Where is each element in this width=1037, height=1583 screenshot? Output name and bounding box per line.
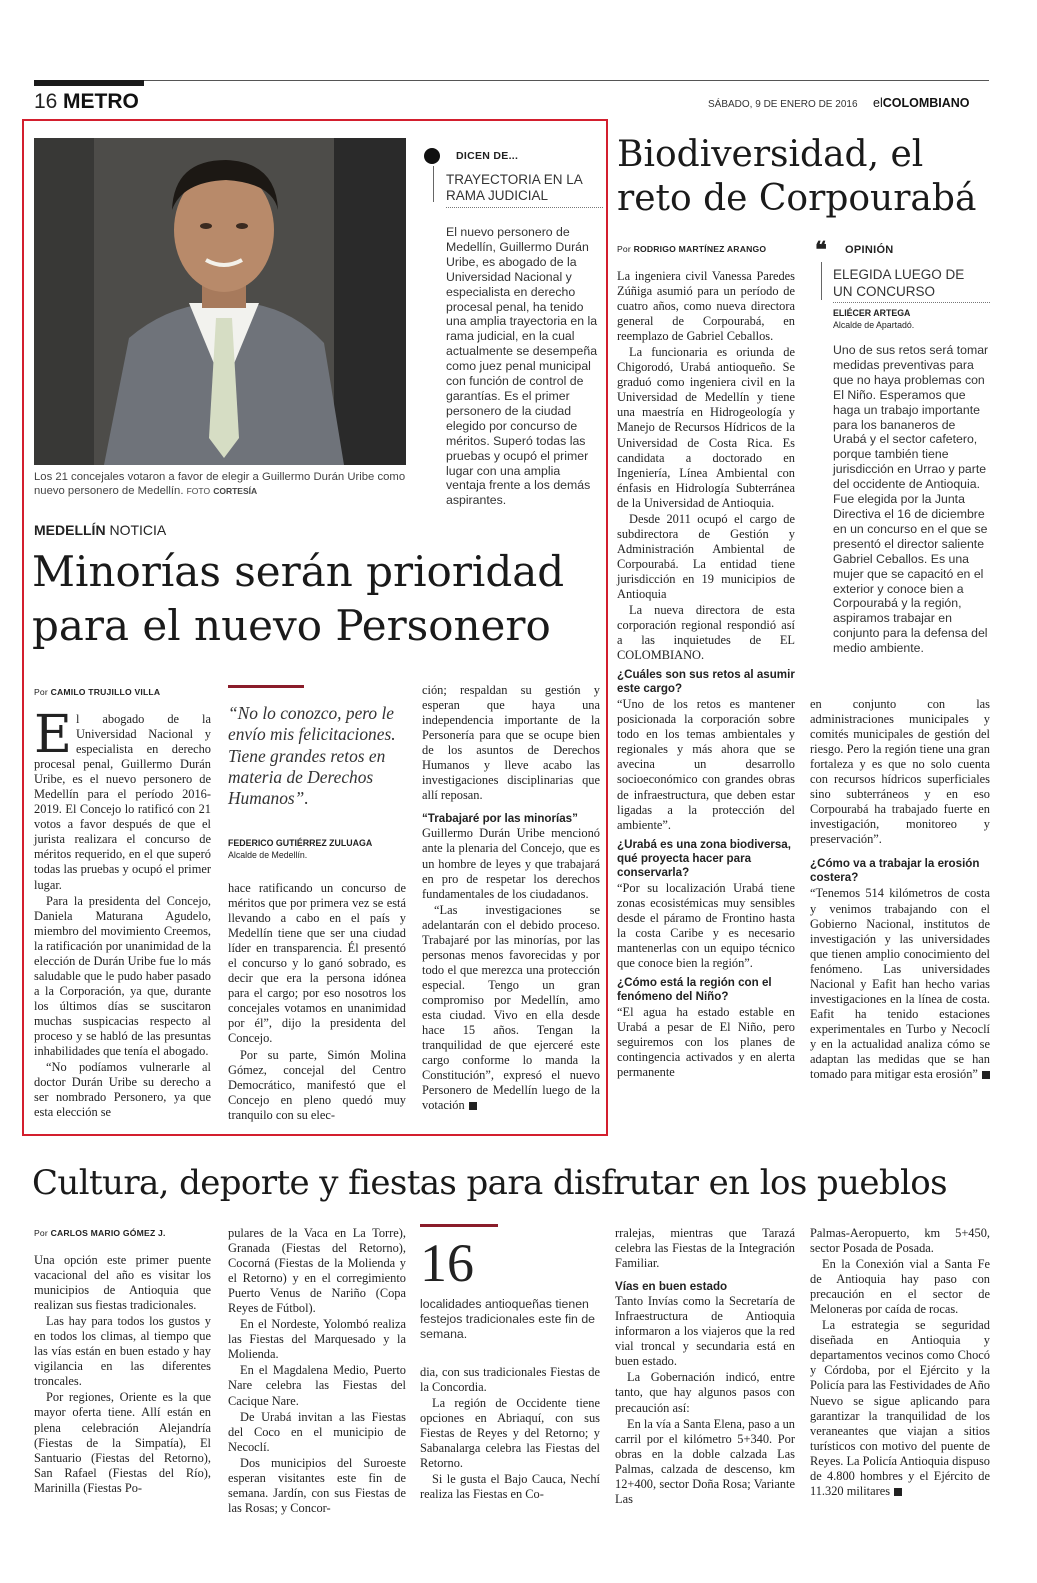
brand-name: COLOMBIANO bbox=[882, 96, 970, 110]
header-top-rule bbox=[34, 80, 989, 81]
cultura-column-1 bbox=[34, 1253, 211, 1497]
corpouraba-column-2 bbox=[810, 697, 990, 1083]
sidebar-title: TRAYECTORIA EN LA RAMA JUDICIAL bbox=[446, 172, 583, 203]
brand-prefix: el bbox=[873, 96, 883, 110]
quote-role: Alcalde de Medellín. bbox=[228, 850, 308, 860]
stat-number: 16 bbox=[420, 1233, 474, 1293]
opinion-label: OPINIÓN bbox=[845, 244, 894, 256]
byline bbox=[34, 687, 160, 697]
paragraph: La Gobernación indicó, entre tanto, que hay algunos pasos con precaución así: bbox=[615, 1370, 795, 1415]
paragraph: Guillermo Durán Uribe mencionó ante la plenaria del Concejo, que es un hombre de leyes y que trabajará en pro de respetar los derechos fundamentales de los ciudadanos. bbox=[422, 826, 600, 901]
paragraph: En la vía a Santa Elena, paso a un carril por el kilómetro 5+340. Por obras en la doble calzada Las Palmas, calzada de descenso, km 12+400, sector Doña Rosa; Variante Las bbox=[615, 1416, 795, 1506]
drop-cap: E bbox=[34, 705, 72, 765]
pull-quote: “No lo conozco, pero le envío mis felicitaciones. Tiene grandes retos en materia de Derechos Humanos”. bbox=[228, 703, 396, 809]
end-mark-icon bbox=[894, 1488, 902, 1496]
sidebar-text: El nuevo personero de Medellín, Guillermo Durán Uribe, es abogado de la Universidad Nacional y especialista en derecho procesal penal, ha tenido una amplia trayectoria en la rama judicial, en la cual actualmente se desempeña como juez penal municipal con función de control de garantías. Es el primer personero de la ciudad elegido por concurso de méritos. Superó todas las pruebas y ocupó el primer lugar con una amplia ventaja frente a los demás aspirantes. bbox=[446, 225, 598, 508]
interview-question: ¿Cómo va a trabajar la erosión costera? bbox=[810, 857, 980, 885]
paragraph: De Urabá invitan a las Fiestas del Coco en el municipio de Necoclí. bbox=[228, 1409, 406, 1454]
paragraph bbox=[422, 903, 600, 1114]
sidebar-divider bbox=[446, 207, 603, 208]
cultura-headline: Cultura, deporte y fiestas para disfrutar en los pueblos bbox=[32, 1163, 948, 1203]
speech-bubble-icon bbox=[424, 148, 440, 164]
paragraph-text: La estrategia se seguridad diseñada en Antioquia y departamentos vecinos como Chocó y Córdoba, por el Ejército y la Policía para las Festividades de Año Nuevo se sigue aplicando para garantizar la tranquilidad de los veraneantes que viajan a sitios turísticos con motivo del puente de Reyes. La Policía Antioquia dispuso de 4.800 hombres y el Ejército de 11.320 militares bbox=[810, 1318, 990, 1498]
paragraph: “No podíamos vulnerarle al doctor Durán Uribe su derecho a ser nombrado Personero, ya que esta elección se bbox=[34, 1060, 211, 1120]
paragraph: Por su parte, Simón Molina Gómez, concejal del Centro Democrático, manifestó que el Concejo en pleno quedó muy tranquilo con su elec- bbox=[228, 1047, 406, 1122]
byline-por: Por bbox=[617, 244, 631, 254]
paragraph: en conjunto con las administraciones municipales y comités municipales de gestión del riesgo. Pero la región tiene una gran fortaleza y es que no solo cuenta con recursos hídricos superficiales sino subterráneos y en eso Corpourabá ha trabajado fuerte en investigación, monitoreo y preservación”. bbox=[810, 697, 990, 847]
section-label-city: MEDELLÍN bbox=[34, 522, 106, 538]
paragraph: La ingeniera civil Vanessa Paredes Zúñiga asumió para un período de cuatro años, como nueva directora general de Corpourabá, en reemplazo de Gabriel Ceballos. bbox=[617, 269, 795, 344]
paragraph: ción; respaldan su gestión y esperan que haya una independencia importante de la Personería para que se ocupe bien de los asuntos de Derechos Humanos y lleve acabo las investigaciones disciplinarias que allí reposan. bbox=[422, 683, 600, 803]
header-date: SÁBADO, 9 DE ENERO DE 2016 bbox=[708, 99, 858, 110]
stat-rule bbox=[420, 1224, 498, 1227]
byline-name: CARLOS MARIO GÓMEZ J. bbox=[50, 1228, 166, 1238]
personero-column-1 bbox=[34, 705, 211, 1121]
paragraph: La funcionaria es oriunda de Chigorodó, Urabá antioqueño. Se graduó como ingeniera civil en la Universidad de Medellín y tiene una maestría en Hidrogeología y Manejo de Recursos Hídricos de la Universidad de Costa Rica. Es candidata a doctorado en Ingeniería, Línea Ambiental con énfasis en Hidrología Subterránea de la Universidad de Antioquia. bbox=[617, 345, 795, 510]
interview-question: ¿Urabá es una zona biodiversa, qué proyecta hacer para conservarla? bbox=[617, 837, 791, 879]
portrait-illustration bbox=[34, 138, 406, 465]
cultura-column-5 bbox=[810, 1226, 990, 1500]
paragraph: Desde 2011 ocupó el cargo de subdirectora de Gestión y Administración Ambiental de Corpourabá. La entidad tiene jurisdicción en 19 municipios de Antioquia bbox=[617, 511, 795, 601]
opinion-divider bbox=[833, 302, 990, 303]
paragraph: pulares de la Vaca en La Torre), Granada (Fiestas del Retorno), Cocorná (Fiestas de la Molienda y el Retorno) y en el corregimiento Puerto Venus de Nariño (Copa Reyes de Fútbol). bbox=[228, 1226, 406, 1316]
cultura-byline bbox=[34, 1228, 166, 1238]
opinion-title: ELEGIDA LUEGO DE UN CONCURSO bbox=[833, 267, 965, 299]
interview-answer: “Uno de los retos es mantener posicionada la corporación sobre todo en los temas ambientales y regionales y más ahora que se avecina un desarrollo socioeconómico con grandes obras de infraestructura, que deben estar ligadas a la protección del ambiente”. bbox=[617, 697, 795, 832]
paragraph: Dos municipios del Suroeste esperan visitantes este fin de semana. Jardín, con sus Fiestas de las Rosas; y Concor- bbox=[228, 1455, 406, 1515]
paragraph bbox=[810, 1318, 990, 1499]
paragraph: Para la presidenta del Concejo, Daniela Maturana Agudelo, miembro del movimiento Creemos, la ratificación por unanimidad de la elección de Durán Uribe fue lo más saludable que le pudo haber pasado a la Corporación, ya que, durante los últimos días se suscitaron muchas suspicacias respecto al proceso y se habló de las presuntas inhabilidades que tenía el abogado. bbox=[34, 893, 211, 1059]
portrait-photo bbox=[34, 138, 406, 465]
quote-marks-icon: ❝ bbox=[815, 237, 827, 262]
headline-line-1: Minorías serán prioridad bbox=[32, 547, 565, 596]
corpouraba-headline-1: Biodiversidad, el bbox=[617, 134, 924, 175]
subheading: Vías en buen estado bbox=[615, 1280, 728, 1294]
opinion-role: Alcalde de Apartadó. bbox=[833, 320, 915, 330]
paragraph: hace ratificando un concurso de méritos que por primera vez se está llevando a cabo en el país y Medellín tiene que ser una ciudad líder en transparencia. Él presentó el concurso y lo ganó sobrado, es decir que era la persona idónea para el cargo; por eso nosotros los concejales votamos en unanimidad por él”, dijo la presidenta del Concejo. bbox=[228, 881, 406, 1046]
paragraph: dia, con sus tradicionales Fiestas de la Concordia. bbox=[420, 1365, 600, 1395]
opinion-author: ELIÉCER ARTEGA bbox=[833, 308, 911, 318]
sidebar-vertical-rule bbox=[433, 166, 434, 202]
personero-column-2 bbox=[228, 881, 406, 1124]
cultura-column-4 bbox=[615, 1226, 795, 1508]
paragraph: En el Nordeste, Yolombó realiza las Fiestas del Marquesado y la Molienda. bbox=[228, 1317, 406, 1362]
stat-text: localidades antioqueñas tienen festejos tradicionales este fin de semana. bbox=[420, 1297, 595, 1341]
paragraph: rralejas, mientras que Tarazá celebra las Fiestas de la Integración Familiar. bbox=[615, 1226, 795, 1271]
sidebar-label: DICEN DE... bbox=[456, 150, 519, 162]
corpouraba-column-1 bbox=[617, 269, 795, 1081]
caption-foto: FOTO bbox=[186, 486, 211, 496]
interview-answer: “El agua ha estado estable en Urabá a pesar de El Niño, pero seguiremos con los planes de contingencia activados y en alerta permanente bbox=[617, 1004, 795, 1080]
section-label bbox=[34, 522, 166, 538]
cultura-column-3 bbox=[420, 1365, 600, 1503]
headline-line-2: para el nuevo Personero bbox=[32, 601, 551, 650]
paragraph: Palmas-Aeropuerto, km 5+450, sector Posada de Posada. bbox=[810, 1226, 990, 1256]
corpouraba-headline-2: reto de Corpourabá bbox=[617, 178, 977, 219]
paragraph: La región de Occidente tiene opciones en Abriaquí, con sus Fiestas de Reyes y del Retorno; y Sabanalarga celebra las Fiestas del Retorno. bbox=[420, 1396, 600, 1471]
paragraph-text: “Las investigaciones se adelantarán con el debido proceso. Trabajaré por las minorías, por las personas menos favorecidas y por todo el que merezca una protección especial. Tengo un gran compromiso por Medellín, amo esta ciudad. Vivo en ella desde hace 15 años. Tengan la tranquilidad de que ejerceré este cargo conforme lo manda la Constitución”, expresó el nuevo Personero de Medellín luego de la votación bbox=[422, 902, 600, 1113]
quote-rule bbox=[228, 685, 304, 688]
byline-name: CAMILO TRUJILLO VILLA bbox=[50, 687, 161, 697]
section-label-type: NOTICIA bbox=[109, 522, 167, 538]
byline-name: RODRIGO MARTÍNEZ ARANGO bbox=[633, 244, 767, 254]
paragraph: En la Conexión vial a Santa Fe de Antioquia hay paso con precaución en el sector de Meloneras por caída de rocas. bbox=[810, 1257, 990, 1317]
paragraph: Si le gusta el Bajo Cauca, Nechí realiza las Fiestas en Co- bbox=[420, 1472, 600, 1502]
corpouraba-byline bbox=[617, 244, 766, 254]
byline-por: Por bbox=[34, 687, 48, 697]
interview-answer bbox=[810, 886, 990, 1082]
end-mark-icon bbox=[982, 1071, 990, 1079]
caption-text: Los 21 concejales votaron a favor de elegir a Guillermo Durán Uribe como nuevo personero de Medellín. bbox=[34, 471, 406, 497]
opinion-vertical-rule bbox=[821, 262, 822, 300]
paragraph: Una opción este primer puente vacacional del año es visitar los municipios de Antioquia que realizan sus fiestas tradicionales. bbox=[34, 1253, 211, 1313]
brand-logo bbox=[873, 96, 970, 110]
end-mark-icon bbox=[469, 1102, 477, 1110]
interview-question: ¿Cuáles son sus retos al asumir este cargo? bbox=[617, 668, 795, 696]
quote-author: FEDERICO GUTIÉRREZ ZULUAGA bbox=[228, 838, 373, 848]
subheading: “Trabajaré por las minorías” bbox=[422, 812, 578, 826]
paragraph: Tanto Invías como la Secretaría de Infraestructura de Antioquia informaron a los viajeros que la red vial troncal y secundaria está en buen estado. bbox=[615, 1294, 795, 1369]
interview-question: ¿Cómo está la región con el fenómeno del Niño? bbox=[617, 975, 772, 1003]
caption-credit: CORTESÍA bbox=[213, 486, 258, 496]
interview-answer: “Por su localización Urabá tiene zonas ecosistémicas muy sensibles desde el páramo de Frontino hasta la costa Caribe y es necesario mantenerlas con un equipo técnico que conoce bien la región”. bbox=[617, 880, 795, 970]
photo-caption bbox=[34, 470, 406, 498]
personero-column-3 bbox=[422, 683, 600, 1114]
byline-por: Por bbox=[34, 1228, 48, 1238]
paragraph: Las hay para todos los gustos y en todos los climas, al tiempo que las vías están en buen estado y hay vigilancia en las diferentes troncales. bbox=[34, 1314, 211, 1389]
section-name: METRO bbox=[63, 90, 139, 113]
paragraph bbox=[34, 705, 211, 893]
paragraph-text: l abogado de la Universidad Nacional y especialista en derecho procesal penal, Guillermo Durán Uribe, es el nuevo personero de Medellín para el período 2016-2019. El Concejo lo ratificó con 21 votos a favor después de que el jurista realizara el concurso de méritos requerido, en el que superó todas las pruebas y ocupó el primer lugar. bbox=[34, 712, 211, 892]
paragraph-text: “Tenemos 514 kilómetros de costa y venimos trabajando con el Gobierno Nacional, institutos de investigación y las universidades que tienen amplio conocimiento del fenómeno. Las universidades Nacional y Eafit han hecho varias investigaciones en la línea de costa. Eafit ha tenido estaciones experimentales en Turbo y Necoclí y en la actualidad analiza cómo se adaptan las medidas que se han tomado para mitigar esta erosión” bbox=[810, 886, 990, 1082]
paragraph: En el Magdalena Medio, Puerto Nare celebra las Fiestas del Cacique Nare. bbox=[228, 1363, 406, 1408]
header-section-tab bbox=[34, 80, 144, 86]
cultura-column-2 bbox=[228, 1226, 406, 1517]
paragraph: La nueva directora de esta corporación regional respondió así a las inquietudes de EL COLOMBIANO. bbox=[617, 603, 795, 663]
opinion-text: Uno de sus retos será tomar medidas preventivas para que no haya problemas con El Niño. Esperamos que haga un trabajo importante para los bananeros de Urabá y el sector cafetero, porque también tiene jurisdicción en Urrao y parte del occidente de Antioquia. Fue elegida por la Junta Directiva el 16 de diciembre en un concurso en el que se presentó el director saliente Gabriel Ceballos. Es una mujer que se capacitó en el exterior y conoce bien a Corpourabá y la región, aspiramos trabajar en conjunto para la defensa del medio ambiente. bbox=[833, 343, 989, 656]
paragraph: Por regiones, Oriente es la que mayor oferta tiene. Allí están en plena celebración Alejandría (Fiestas de la Simpatía), El Santuario (Fiestas del Retorno), San Rafael (Fiestas del Río), Marinilla (Fiestas Po- bbox=[34, 1390, 211, 1495]
page-number: 16 bbox=[34, 90, 58, 113]
